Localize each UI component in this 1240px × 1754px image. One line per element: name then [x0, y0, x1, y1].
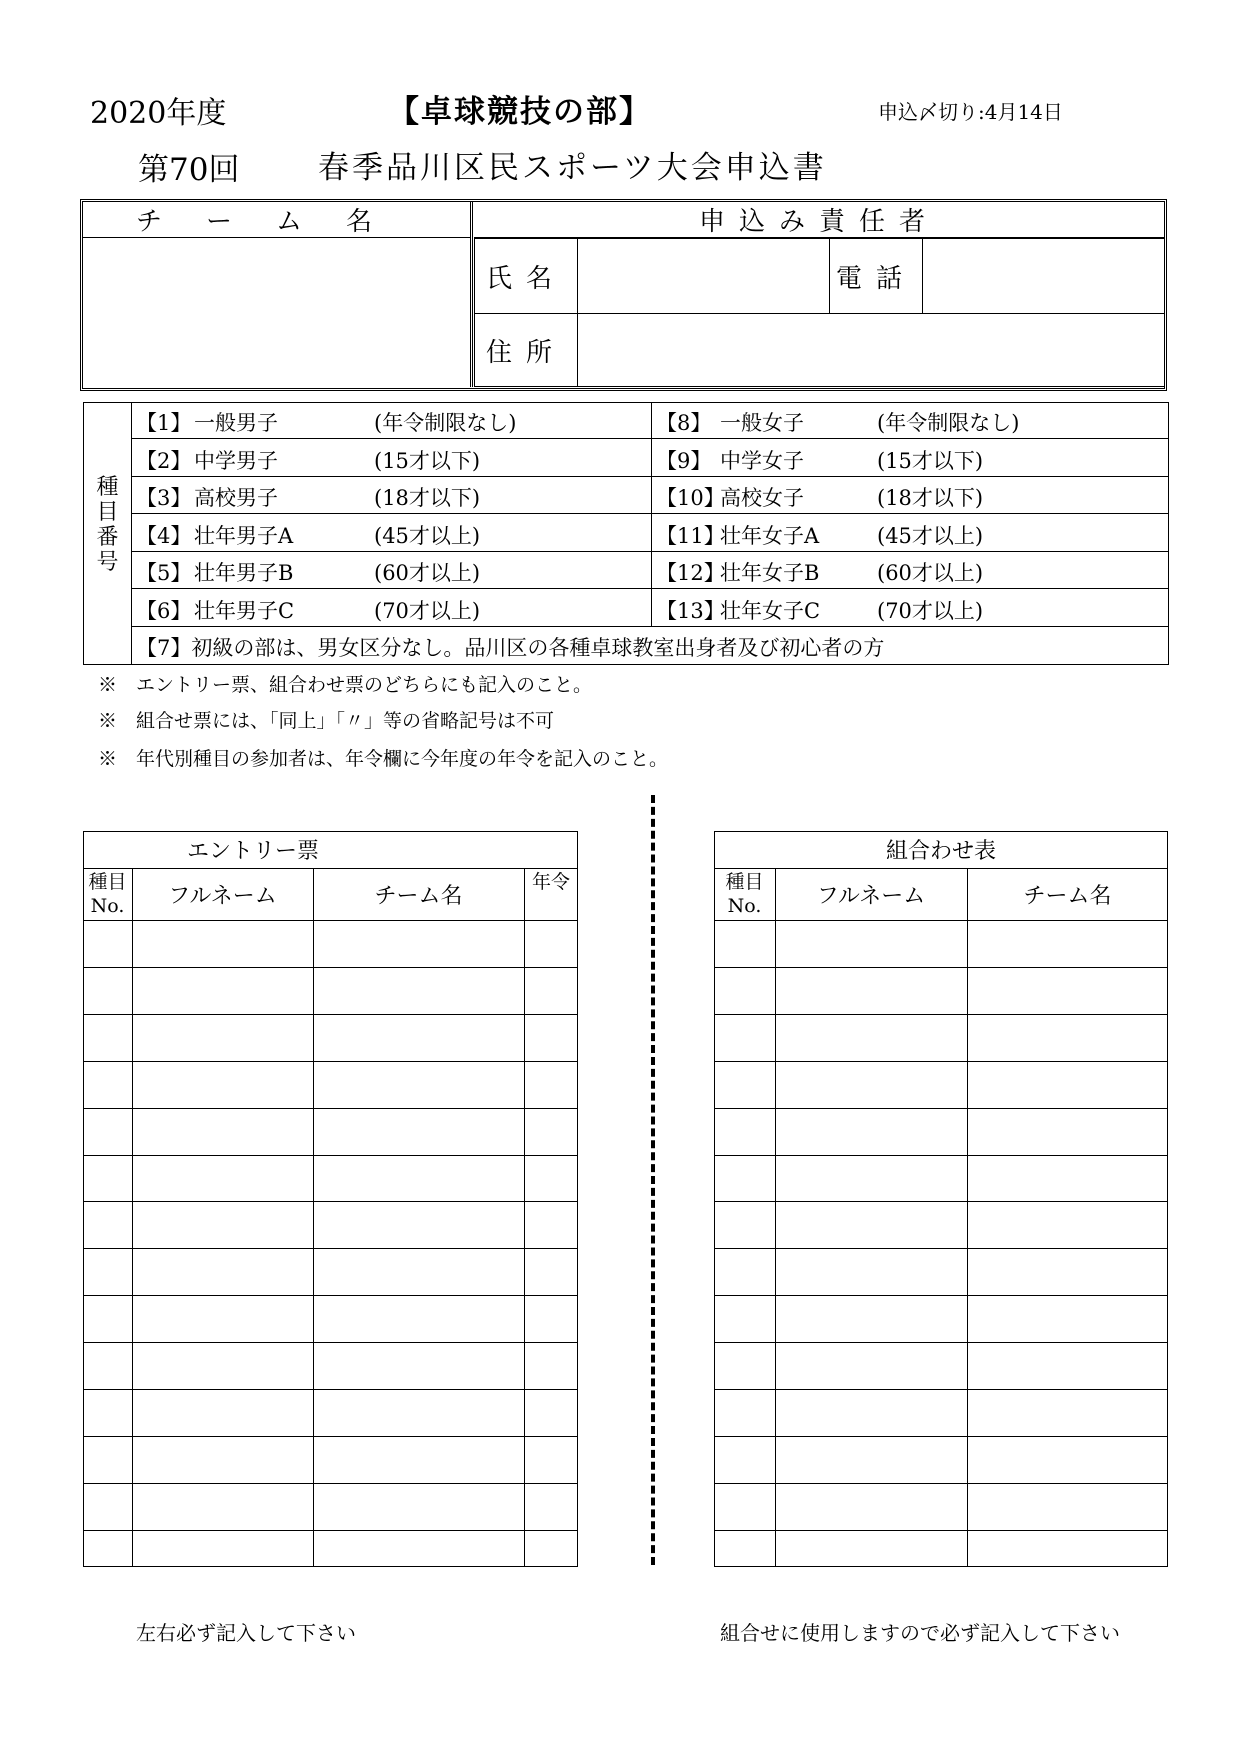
combo-table-row[interactable]: [714, 1436, 1168, 1483]
combo-col-name: フルネーム: [816, 883, 926, 909]
event-7-text: 【7】初級の部は、男女区分なし。品川区の各種卓球教室出身者及び初心者の方: [136, 636, 885, 660]
event-right-age: (年令制限なし): [877, 411, 1020, 435]
event-right-age: (45才以上): [877, 523, 984, 548]
event-row: [132, 515, 1168, 552]
note-2: ※ 組合せ票には、「同上」「〃」等の省略記号は不可: [98, 710, 555, 732]
entry-col-event-1: 種目: [88, 871, 127, 893]
name-field[interactable]: [577, 238, 830, 314]
combo-table-title-text: 組合わせ表: [885, 839, 996, 864]
event-right-name: 中学女子: [720, 448, 804, 473]
event-row: [132, 477, 1168, 514]
event-left-age: (70才以上): [374, 598, 481, 623]
event-row: [132, 440, 1168, 477]
event-left-no: 【6】: [136, 598, 192, 623]
entry-table-row[interactable]: [83, 1436, 578, 1483]
entry-col-age: 年令: [531, 871, 570, 893]
footer-right: 組合せに使用しますので必ず記入して下さい: [720, 1621, 1120, 1645]
event-left-age: (年令制限なし): [374, 411, 517, 435]
entry-table-row[interactable]: [83, 1014, 578, 1061]
combo-table-row[interactable]: [714, 1201, 1168, 1248]
edition-number: 第70回: [138, 152, 240, 188]
combo-table-row[interactable]: [714, 1389, 1168, 1436]
phone-field[interactable]: [922, 238, 1165, 314]
entry-col-team: チーム名: [374, 883, 463, 909]
event-left-no: 【5】: [136, 561, 192, 585]
combo-table-title: [714, 831, 1168, 868]
event-left-name: 高校男子: [194, 486, 278, 510]
event-right-no: 【11】: [656, 523, 725, 548]
combo-col-event: [714, 870, 775, 918]
entry-table-row[interactable]: [83, 1108, 578, 1155]
entry-table-row[interactable]: [83, 1061, 578, 1108]
combo-table-row[interactable]: [714, 1108, 1168, 1155]
combo-table-row[interactable]: [714, 1061, 1168, 1108]
event-left-age: (60才以上): [374, 561, 481, 585]
event-right-name: 壮年女子B: [720, 561, 820, 585]
combo-table-row[interactable]: [714, 967, 1168, 1014]
entry-table-row[interactable]: [83, 1248, 578, 1295]
event-right-name: 壮年女子C: [720, 598, 821, 623]
event-right-no: 【8】: [656, 411, 712, 435]
event-left-age: (45才以上): [374, 523, 481, 548]
combo-table-row[interactable]: [714, 1530, 1168, 1577]
fiscal-year: 2020年度: [90, 96, 227, 131]
event-right-age: (70才以上): [877, 598, 984, 623]
event-right-name: 高校女子: [720, 486, 804, 510]
entry-table-row[interactable]: [83, 1530, 578, 1577]
event-side-text: 種目番号: [96, 475, 119, 575]
name-label: 氏名: [474, 238, 578, 314]
combo-table-row[interactable]: [714, 1155, 1168, 1202]
combo-col-team: チーム名: [1023, 883, 1112, 909]
team-name-field[interactable]: [84, 240, 468, 385]
event-left-no: 【4】: [136, 523, 192, 548]
entry-table-title-text: エントリー票: [186, 839, 319, 864]
event-left-name: 壮年男子A: [194, 523, 294, 548]
entry-table-row[interactable]: [83, 1389, 578, 1436]
note-3: ※ 年代別種目の参加者は、年令欄に今年度の年令を記入のこと。: [98, 748, 669, 770]
footer-left: 左右必ず記入して下さい: [136, 1621, 356, 1645]
entry-table-row[interactable]: [83, 1201, 578, 1248]
responsible-label: 申込み責任者: [474, 201, 1164, 238]
competition-section: 【卓球競技の部】: [388, 94, 652, 130]
combo-col-event-2: No.: [727, 895, 762, 917]
entry-table-row[interactable]: [83, 1295, 578, 1342]
combo-table-row[interactable]: [714, 920, 1168, 967]
entry-table-row[interactable]: [83, 967, 578, 1014]
combo-table-row[interactable]: [714, 1342, 1168, 1389]
combo-table-row[interactable]: [714, 1483, 1168, 1530]
event-left-no: 【1】: [136, 411, 192, 435]
event-left-age: (18才以下): [374, 486, 481, 510]
event-right-no: 【9】: [656, 448, 712, 473]
event-row: [132, 552, 1168, 589]
event-left-name: 一般男子: [194, 411, 278, 435]
address-label: 住所: [474, 313, 578, 387]
event-right-age: (18才以下): [877, 486, 984, 510]
address-field[interactable]: [577, 313, 1165, 387]
page-title: 春季品川区民スポーツ大会申込書: [318, 150, 827, 186]
event-left-age: (15才以下): [374, 448, 481, 473]
cut-line: [651, 795, 655, 1565]
event-left-name: 中学男子: [194, 448, 278, 473]
event-right-age: (15才以下): [877, 448, 984, 473]
entry-table-row[interactable]: [83, 1483, 578, 1530]
team-name-label: チーム名: [82, 201, 470, 238]
event-left-name: 壮年男子B: [194, 561, 294, 585]
event-row: [132, 590, 1168, 627]
event-right-name: 一般女子: [720, 411, 804, 435]
phone-label: 電話: [829, 238, 923, 314]
combo-table-row[interactable]: [714, 1295, 1168, 1342]
entry-table-row[interactable]: [83, 1342, 578, 1389]
entry-table-row[interactable]: [83, 1155, 578, 1202]
entry-table-title: [83, 831, 423, 868]
event-right-age: (60才以上): [877, 561, 984, 585]
event-right-no: 【10】: [656, 486, 725, 510]
event-side-label: [83, 475, 132, 575]
combo-table-row[interactable]: [714, 1014, 1168, 1061]
deadline: 申込〆切り:4月14日: [878, 100, 1063, 124]
event-row: [132, 402, 1168, 439]
event-left-name: 壮年男子C: [194, 598, 295, 623]
entry-col-event-2: No.: [90, 895, 125, 917]
entry-col-name: フルネーム: [168, 883, 277, 909]
event-right-no: 【13】: [656, 598, 725, 623]
event-row-7: [132, 627, 1168, 664]
combo-col-event-1: 種目: [725, 871, 764, 893]
event-left-no: 【3】: [136, 486, 192, 510]
note-1: ※ エントリー票、組合わせ票のどちらにも記入のこと。: [98, 674, 593, 696]
event-right-name: 壮年女子A: [720, 523, 820, 548]
event-right-no: 【12】: [656, 561, 725, 585]
entry-table-row[interactable]: [83, 920, 578, 967]
entry-col-event: [83, 870, 132, 918]
event-left-no: 【2】: [136, 448, 192, 473]
combo-table-row[interactable]: [714, 1248, 1168, 1295]
